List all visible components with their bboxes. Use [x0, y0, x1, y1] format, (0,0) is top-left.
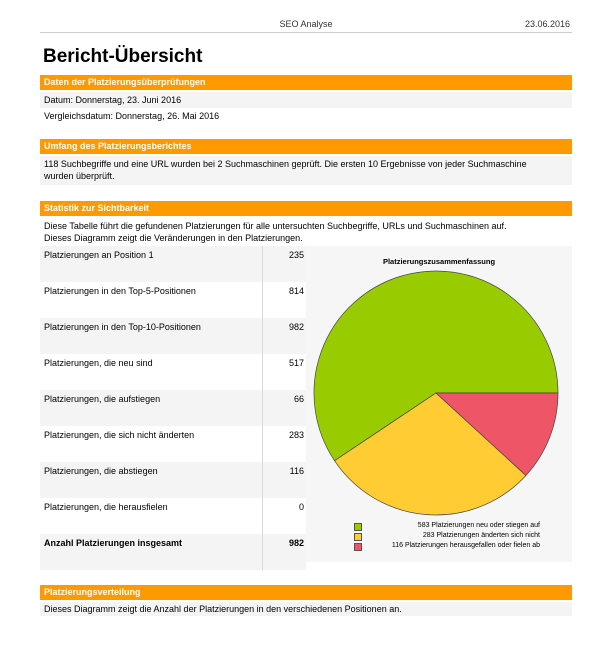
verteilung-text: Dieses Diagramm zeigt die Anzahl der Platzierungen in den verschiedenen Positionen an.	[40, 602, 572, 616]
legend-item	[346, 532, 542, 542]
stat-total-row	[40, 534, 306, 570]
column-divider	[262, 534, 263, 570]
umfang-line-2: wurden überprüft.	[44, 171, 115, 181]
legend-label: 116 Platzierungen herausgefallen oder fielen ab	[391, 542, 540, 549]
column-divider	[262, 318, 263, 354]
stat-row	[40, 390, 306, 426]
stat-value: 517	[288, 358, 304, 368]
section-title-umfang: Umfang des Platzierungsberichtes	[40, 139, 572, 154]
stat-value: 283	[288, 430, 304, 440]
stat-value: 66	[293, 394, 304, 404]
stat-row	[40, 426, 306, 462]
umfang-line-1: 118 Suchbegriffe und eine URL wurden bei 2 Suchmaschinen geprüft. Die ersten 10 Ergebnisse von jeder Suchmaschine	[44, 159, 527, 169]
legend-swatch	[354, 543, 362, 551]
stat-value: 116	[289, 466, 304, 476]
stat-label: Platzierungen in den Top-10-Positionen	[44, 322, 201, 332]
legend-label: 583 Platzierungen neu oder stiegen auf	[417, 522, 540, 529]
statistik-line-1: Diese Tabelle führt die gefundenen Platzierungen für alle untersuchten Suchbegriffe, URLs und Suchmaschinen auf.	[44, 221, 507, 231]
datum-text: Datum: Donnerstag, 23. Juni 2016	[40, 92, 572, 108]
stat-total-value: 982	[288, 538, 304, 548]
stat-label: Platzierungen, die neu sind	[44, 358, 153, 368]
column-divider	[262, 354, 263, 390]
column-divider	[262, 462, 263, 498]
section-title-verteilung: Platzierungsverteilung	[40, 585, 572, 600]
stat-row	[40, 282, 306, 318]
statistik-text	[40, 218, 572, 246]
stat-value: 814	[288, 286, 304, 296]
umfang-text	[40, 156, 572, 185]
column-divider	[262, 246, 263, 282]
stat-label: Platzierungen, die abstiegen	[44, 466, 158, 476]
section-title-statistik: Statistik zur Sichtbarkeit	[40, 201, 572, 216]
stat-row	[40, 462, 306, 498]
stat-value: 982	[288, 322, 304, 332]
section-title-daten: Daten der Platzierungsüberprüfungen	[40, 75, 572, 90]
stat-label: Platzierungen an Position 1	[44, 250, 154, 260]
stat-label: Platzierungen in den Top-5-Positionen	[44, 286, 196, 296]
stat-label: Platzierungen, die herausfielen	[44, 502, 168, 512]
legend-item	[346, 522, 542, 532]
stat-row	[40, 498, 306, 534]
column-divider	[262, 426, 263, 462]
vergleichsdatum-text: Vergleichsdatum: Donnerstag, 26. Mai 2016	[40, 108, 572, 124]
stat-row	[40, 354, 306, 390]
stat-value: 0	[298, 502, 304, 512]
stat-label: Platzierungen, die sich nicht änderten	[44, 430, 195, 440]
stat-row	[40, 318, 306, 354]
header-date: 23.06.2016	[524, 19, 570, 29]
stat-value: 235	[288, 250, 304, 260]
chart-title: Platzierungszusammenfassung	[382, 257, 496, 266]
header-app-name: SEO Analyse	[279, 19, 333, 29]
column-divider	[262, 498, 263, 534]
legend-item	[346, 542, 542, 552]
page-title: Bericht-Übersicht	[43, 46, 203, 67]
legend-label: 283 Platzierungen änderten sich nicht	[422, 532, 540, 539]
pie-chart-svg	[306, 246, 572, 562]
stat-row	[40, 246, 306, 282]
legend-swatch	[354, 533, 362, 541]
stat-label: Platzierungen, die aufstiegen	[44, 394, 161, 404]
pie-chart	[306, 246, 572, 562]
column-divider	[262, 282, 263, 318]
statistik-line-2: Dieses Diagramm zeigt die Veränderungen in den Platzierungen.	[44, 233, 303, 243]
stat-total-label: Anzahl Platzierungen insgesamt	[44, 538, 183, 548]
column-divider	[262, 390, 263, 426]
legend-swatch	[354, 523, 362, 531]
page-header	[40, 18, 572, 33]
